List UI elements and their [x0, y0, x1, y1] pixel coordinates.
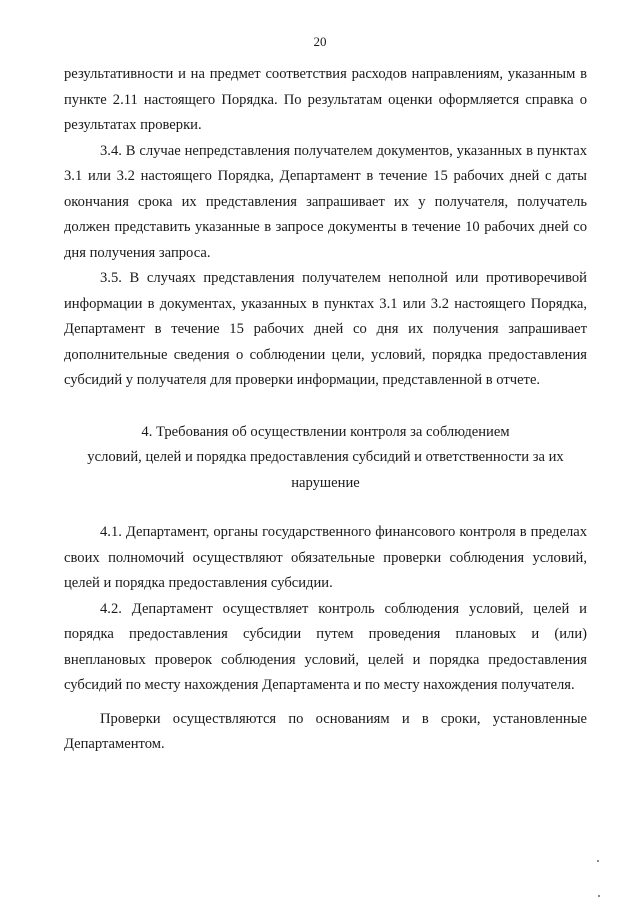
page-number: 20	[313, 34, 327, 49]
section-heading	[64, 420, 587, 497]
paragraph-checks: Проверки осуществляются по основаниям и в сроки, установленные Департаментом.	[64, 710, 587, 752]
spacer	[64, 496, 587, 520]
paragraph-4-2: 4.2. Департамент осуществляет контроль соблюдения условий, целей и порядка предоставления субсидии путем проведения плановых и (или) внеплановых проверок соблюдения условий, целей и порядка предоставления субсидий по месту нахождения Департамента и по месту нахождения получателя.	[64, 600, 587, 693]
document-body	[64, 62, 587, 758]
section-heading-line-3: нарушение	[291, 474, 360, 491]
spacer	[64, 394, 587, 420]
paragraph-4-1: 4.1. Департамент, органы государственного финансового контроля в пределах своих полномочий осуществляют обязательные проверки соблюдения условий, целей и порядка предоставления субсидии.	[64, 524, 587, 591]
paragraph-3-4: 3.4. В случае непредставления получателем документов, указанных в пунктах 3.1 или 3.2 настоящего Порядка, Департамент в течение 15 рабочих дней с даты окончания срока их представления запрашивает их у получателя, получатель должен представить указанные в запросе документы в течение 10 рабочих дней со дня получения запроса.	[64, 142, 587, 261]
section-heading-line-1: 4. Требования об осуществлении контроля за соблюдением	[141, 423, 510, 440]
section-heading-line-2: условий, целей и порядка предоставления субсидий и ответственности за их	[87, 449, 564, 465]
paragraph-3-5: 3.5. В случаях представления получателем неполной или противоречивой информации в документах, указанных в пунктах 3.1 или 3.2 настоящего Порядка, Департамент в течение 15 рабочих дней со дня их получения запрашивает дополнительные сведения о соблюдении цели, условий, порядка предоставления субсидий у получателя для проверки информации, представленной в отчете.	[64, 270, 587, 388]
paragraph-continuation: результативности и на предмет соответствия расходов направлениям, указанным в пункте 2.11 настоящего Порядка. По результатам оценки оформляется справка о результатах проверки.	[64, 66, 587, 133]
scan-speck	[597, 860, 599, 862]
scan-speck	[598, 895, 600, 897]
